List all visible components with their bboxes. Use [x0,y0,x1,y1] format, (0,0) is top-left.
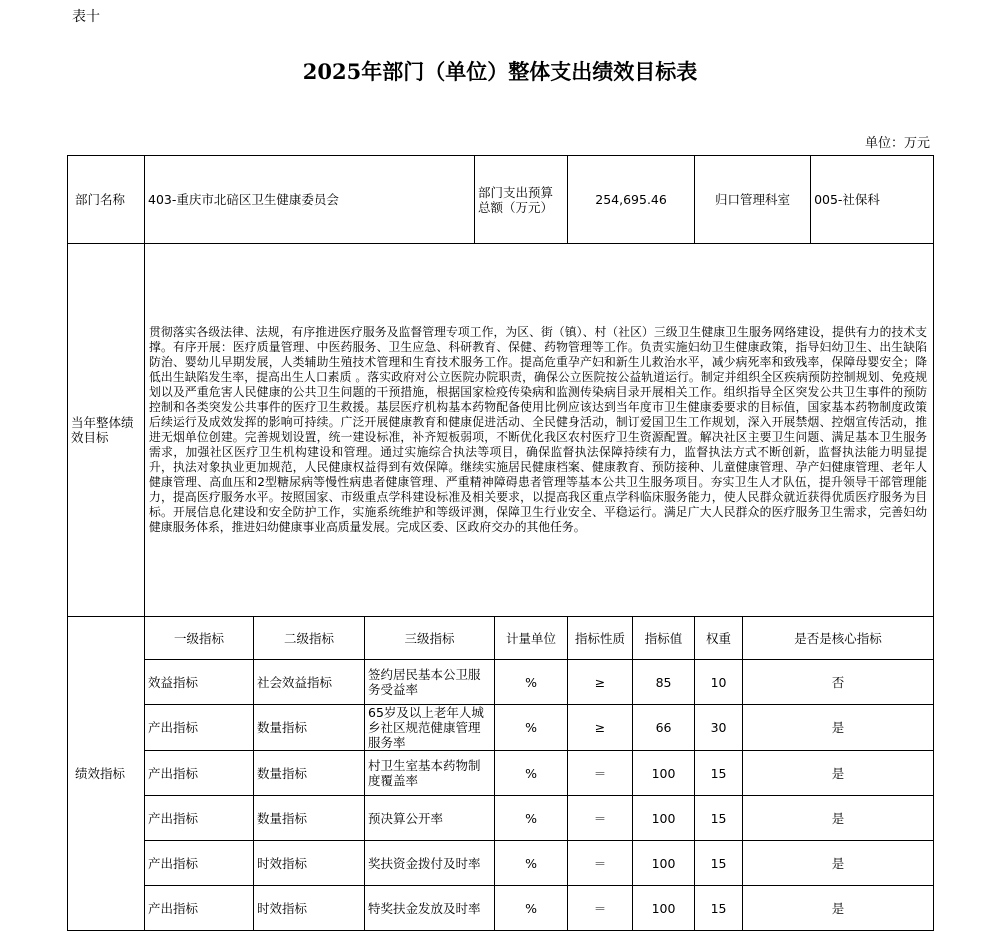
level1-cell: 产出指标 [145,841,254,886]
value-cell: 66 [633,705,695,751]
nature-cell: ≥ [568,705,633,751]
table-row [68,660,934,705]
table-row [68,841,934,886]
indicator-header-row [68,617,934,660]
table-row [68,796,934,841]
level3-cell: 奖扶资金拨付及时率 [365,841,495,886]
department-info-row [68,156,934,244]
level3-cell: 签约居民基本公卫服务受益率 [365,660,495,705]
level2-cell: 时效指标 [254,841,365,886]
nature-cell: ＝ [568,886,633,931]
value-cell: 100 [633,886,695,931]
mgmt-dept-label: 归口管理科室 [695,156,811,244]
value-cell: 100 [633,796,695,841]
unit-cell: % [495,886,568,931]
annual-goal-label: 当年整体绩效目标 [68,244,145,617]
weight-cell: 15 [695,841,743,886]
col-level3: 三级指标 [365,617,495,660]
table-row [68,751,934,796]
col-weight: 权重 [695,617,743,660]
value-cell: 100 [633,751,695,796]
unit-cell: % [495,660,568,705]
unit-cell: % [495,841,568,886]
weight-cell: 15 [695,751,743,796]
core-cell: 是 [743,841,934,886]
col-level2: 二级指标 [254,617,365,660]
level2-cell: 数量指标 [254,705,365,751]
annual-goal-row [68,244,934,617]
level2-cell: 时效指标 [254,886,365,931]
budget-value: 254,695.46 [568,156,695,244]
unit-cell: % [495,796,568,841]
level3-cell: 预决算公开率 [365,796,495,841]
dept-name-value: 403-重庆市北碚区卫生健康委员会 [145,156,475,244]
dept-name-label: 部门名称 [68,156,145,244]
weight-cell: 15 [695,886,743,931]
indicators-label: 绩效指标 [68,617,145,931]
mgmt-dept-value: 005-社保科 [811,156,934,244]
level2-cell: 数量指标 [254,796,365,841]
core-cell: 是 [743,751,934,796]
nature-cell: ≥ [568,660,633,705]
core-cell: 是 [743,796,934,841]
level1-cell: 产出指标 [145,886,254,931]
table-row [68,886,934,931]
core-cell: 是 [743,886,934,931]
level2-cell: 数量指标 [254,751,365,796]
level1-cell: 产出指标 [145,705,254,751]
col-value: 指标值 [633,617,695,660]
level3-cell: 65岁及以上老年人城乡社区规范健康管理服务率 [365,705,495,751]
core-cell: 是 [743,705,934,751]
col-nature: 指标性质 [568,617,633,660]
col-core: 是否是核心指标 [743,617,934,660]
budget-label: 部门支出预算总额（万元） [475,156,568,244]
annual-goal-text: 贯彻落实各级法律、法规，有序推进医疗服务及监督管理专项工作，为区、街（镇）、村（社区）三级卫生健康卫生服务网络建设，提供有力的技术支撑。有序开展：医疗质量管理、中医药服务、卫生应急、科研教育、保健、药物管理等工作。负责实施妇幼卫生健康政策，指导妇幼卫生、出生缺陷防治、婴幼儿早期发展，人类辅助生殖技术管理和生育技术服务工作。提高危重孕产妇和新生儿救治水平，减少病死率和致残率，保障母婴安全；降低出生缺陷发生率，提高出生人口素质 。落实政府对公立医院办院职责，确保公立医院按公益轨道运行。制定并组织全区疾病预防控制规划、免疫规划以及严重危害人民健康的公共卫生问题的干预措施，根据国家检疫传染病和监测传染病目录开展相关工作。组织指导全区突发公共卫生事件的预防控制和各类突发公共事件的医疗卫生救援。基层医疗机构基本药物配备使用比例应该达到当年度市卫生健康委要求的目标值，国家基本药物制度政策后续运行及成效发挥的影响可持续。广泛开展健康教育和健康促进活动、全民健身活动，制订爱国卫生工作规划，深入开展禁烟、控烟宣传活动，推进无烟单位创建。完善规划设置，统一建设标准，补齐短板弱项，不断优化我区农村医疗卫生资源配置。解决社区主要卫生问题、满足基本卫生服务需求，加强社区医疗卫生机构建设和管理。通过实施综合执法等项目，确保监督执法保障持续有力，监督执法方式不断创新，监督执法能力明显提升，执法对象执业更加规范，人民健康权益得到有效保障。继续实施居民健康档案、健康教育、预防接种、儿童健康管理、孕产妇健康管理、老年人健康管理、高血压和2型糖尿病等慢性病患者健康管理、严重精神障碍患者管理等基本公共卫生服务项目。夯实卫生人才队伍，提升领导干部管理能力，提高医疗服务水平。按照国家、市级重点学科建设标准及相关要求，以提高我区重点学科临床服务能力，使人民群众就近获得优质医疗服务为目标。开展信息化建设和安全防护工作，实施系统维护和等级评测，保障卫生行业安全、平稳运行。满足广大人民群众的医疗服务卫生需求，完善妇幼健康服务体系，推进妇幼健康事业高质量发展。完成区委、区政府交办的其他任务。 [145,244,934,617]
value-cell: 100 [633,841,695,886]
document-title: 2025年部门（单位）整体支出绩效目标表 [302,59,698,84]
nature-cell: ＝ [568,751,633,796]
level3-cell: 村卫生室基本药物制度覆盖率 [365,751,495,796]
value-cell: 85 [633,660,695,705]
core-cell: 否 [743,660,934,705]
weight-cell: 30 [695,705,743,751]
table-row [68,705,934,751]
level3-cell: 特奖扶金发放及时率 [365,886,495,931]
col-level1: 一级指标 [145,617,254,660]
level1-cell: 产出指标 [145,751,254,796]
level1-cell: 产出指标 [145,796,254,841]
level1-cell: 效益指标 [145,660,254,705]
unit-label: 单位：万元 [864,136,930,151]
weight-cell: 10 [695,660,743,705]
unit-cell: % [495,705,568,751]
unit-cell: % [495,751,568,796]
nature-cell: ＝ [568,841,633,886]
col-unit: 计量单位 [495,617,568,660]
table-number: 表十 [72,9,100,25]
nature-cell: ＝ [568,796,633,841]
level2-cell: 社会效益指标 [254,660,365,705]
weight-cell: 15 [695,796,743,841]
performance-table [67,155,934,931]
